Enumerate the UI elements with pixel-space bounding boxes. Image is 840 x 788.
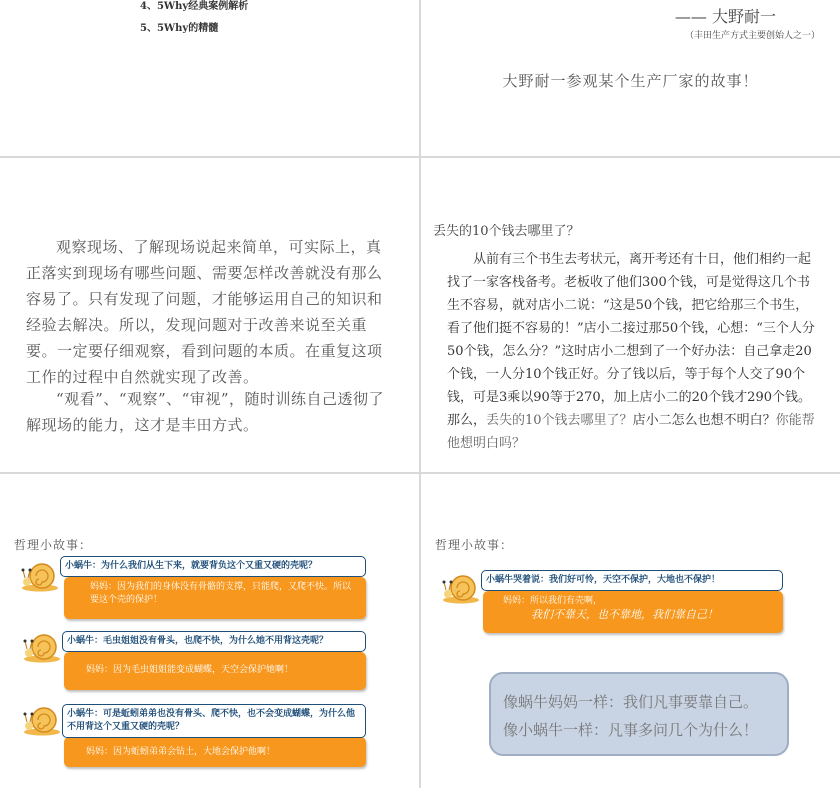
slide-ohno-story[interactable] <box>421 0 840 156</box>
author-subtitle: （丰田生产方式主要创始人之一） <box>684 31 820 41</box>
story-title: 大野耐一参观某个生产厂家的故事！ <box>502 72 759 90</box>
paragraph-observe: 观察现场、了解现场说起来简单，可实际上，真正落实到现场有哪些问题、需要怎样改善就没有那么容易了。只有发现了问题，才能够运用自己的知识和经验去解决。所以，发现问题对于改善来说至关重要。一定要仔细观察，看到问题的本质。在重复这项工作的过程中自然就实现了改善。 <box>26 238 383 386</box>
answer-bubble-2: 妈妈：因为毛虫姐姐能变成蝴蝶，天空会保护她啊！ <box>64 652 366 690</box>
author-name: —— 大野耐一 <box>674 7 776 26</box>
puzzle-question: 丢失的10个钱去哪里了？ <box>486 413 633 428</box>
puzzle-body <box>447 248 820 455</box>
slide-snail-story-2[interactable] <box>421 474 840 788</box>
slide-snail-story-1[interactable] <box>0 474 419 788</box>
answer-bubble <box>483 591 783 633</box>
snail-icon <box>22 629 62 663</box>
moral-line-1: 像蜗牛妈妈一样：我们凡事要靠自己。 <box>503 693 759 711</box>
answer-bubble-1: 妈妈：因为我们的身体没有骨骼的支撑，只能爬，又爬不快。所以要这个壳的保护！ <box>64 577 366 619</box>
snail-icon <box>441 570 481 604</box>
snail-icon <box>22 702 62 736</box>
snail-icon <box>20 558 60 592</box>
puzzle-prompt: 你能帮他想明白吗？ <box>447 413 815 451</box>
question-bubble-2: 小蜗牛：毛虫姐姐没有骨头，也爬不快，为什么她不用背这壳呢？ <box>62 631 366 652</box>
puzzle-text-end: 店小二怎么也想不明白？ <box>632 413 776 428</box>
question-bubble: 小蜗牛哭着说：我们好可怜，天空不保护，大地也不保护！ <box>481 570 783 591</box>
toc-item-4: 4、5Why经典案例解析 <box>140 1 249 12</box>
paragraph-toyota-way: “观看”、“观察”、“审视”，随时训练自己透彻了解现场的能力，这才是丰田方式。 <box>26 390 385 434</box>
puzzle-title: 丢失的10个钱去哪里了？ <box>433 224 580 239</box>
slide-lost-coins[interactable] <box>421 158 840 472</box>
question-bubble-1: 小蜗牛：为什么我们从生下来，就要背负这个又重又硬的壳呢？ <box>60 556 366 577</box>
slide-observe-site[interactable] <box>0 158 419 472</box>
moral-box <box>489 672 789 756</box>
toc-item-5: 5、5Why的精髓 <box>140 23 219 34</box>
answer-line-2: 我们不靠天，也不靠地，我们靠自己！ <box>531 608 718 621</box>
section-title: 哲理小故事： <box>435 538 514 552</box>
moral-line-2: 像小蜗牛一样：凡事多问几个为什么！ <box>503 721 759 739</box>
puzzle-text: 从前有三个书生去考状元，离开考还有十日，他们相约一起找了一家客栈备考。老板收了他们300个钱，可是觉得这几个书生不容易，就对店小二说：“这是50个钱，把它给那三个书生，看了他们挺不容易的！”店小二接过那50个钱，心想：“三个人分50个钱，怎么分？”这时店小二想到了一个好办法：自己拿走20个钱，一人分10个钱正好。分了钱以后，等于每个人交了90个钱，可是3乘以90等于270，加上店小二的20个钱才290个钱。那么， <box>447 252 815 428</box>
answer-line-1: 妈妈：所以我们有壳啊， <box>503 596 603 606</box>
answer-bubble-3: 妈妈：因为蚯蚓弟弟会钻土，大地会保护他啊！ <box>64 737 366 767</box>
slide-toc[interactable] <box>0 0 419 156</box>
question-bubble-3: 小蜗牛：可是蚯蚓弟弟也没有骨头、爬不快，也不会变成蝴蝶，为什么他不用背这个又重又硬的壳呢？ <box>62 704 366 738</box>
section-title: 哲理小故事： <box>14 538 93 552</box>
